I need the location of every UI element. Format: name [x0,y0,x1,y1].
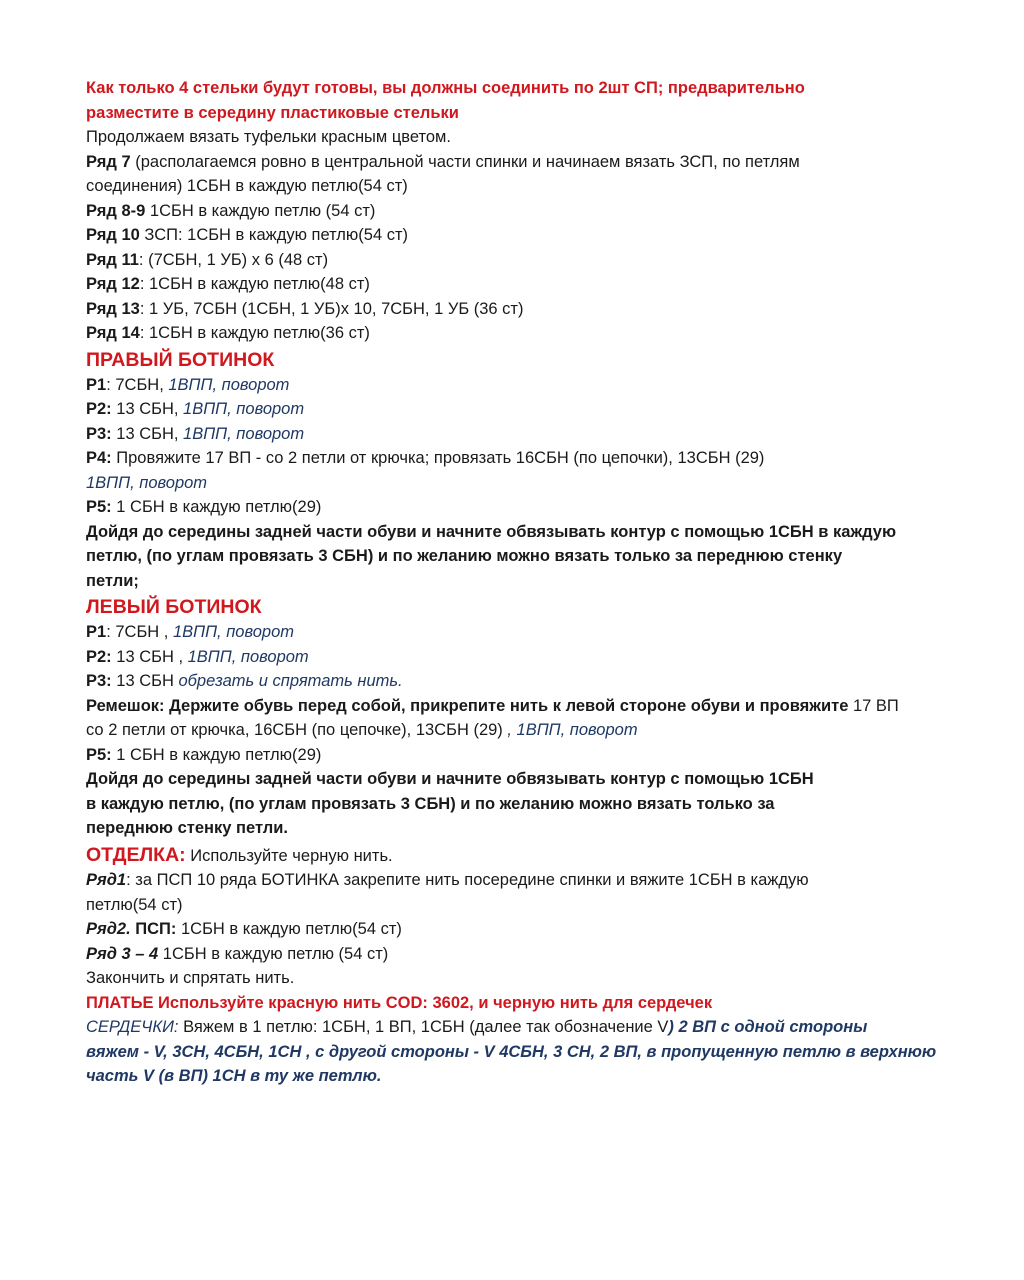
strap-tail: 17 ВП [848,696,899,715]
row-text: : 1СБН в каждую петлю(36 ст) [139,324,370,342]
right-boot-p5 [86,495,984,520]
row-label: Р3: [86,424,112,443]
row-text: 1 СБН в каждую петлю(29) [111,745,322,764]
row-note: 1ВПП, поворот [187,647,309,666]
left-boot-finish-1: Дойдя до середины задней части обуви и начните обвязывать контур с помощью 1СБН [86,770,814,788]
row-11 [86,248,984,273]
right-boot-finish-3: петли; [86,571,139,590]
left-boot-strap-2 [86,718,984,743]
right-boot-heading: ПРАВЫЙ БОТИНОК [86,348,275,371]
row-note: 1ВПП, поворот [183,424,305,443]
row-14 [86,321,984,346]
hearts-line-3: часть V (в ВП) 1СН в ту же петлю. [86,1067,382,1085]
row-label: Ряд 7 [86,152,131,171]
row-13 [86,297,984,322]
row-label: Ряд 13 [86,299,140,318]
intro-note-line2: разместите в середину пластиковые стельки [86,103,459,122]
left-boot-p2 [86,645,984,670]
row-note: обрезать и спрятать нить. [178,672,403,690]
finish-heading-text: Используйте черную нить. [185,846,393,865]
row-text: 1 СБН в каждую петлю(29) [111,498,322,516]
row-text: 1СБН в каждую петлю (54 ст) [158,944,389,963]
row-text: : 1СБН в каждую петлю(48 ст) [139,275,370,293]
row-text: : (7СБН, 1 УБ) х 6 (48 ст) [138,250,329,269]
row-text: ЗСП: 1СБН в каждую петлю(54 ст) [139,226,409,244]
finish-heading: ОТДЕЛКА: [86,843,186,866]
left-boot-p1 [86,620,984,645]
left-boot-p3 [86,669,984,694]
row-note: 1ВПП, поворот [183,400,305,418]
left-boot-strap [86,694,984,719]
row-text: (располагаемся ровно в центральной части спинки и начинаем вязать ЗСП, по петлям [130,152,800,171]
row-text: 13 СБН, [111,400,184,418]
row-text: 1СБН в каждую петлю(54 ст) [176,920,402,938]
finish-end: Закончить и спрятать нить. [86,969,295,987]
row-text: 13 СБН, [111,424,184,443]
row-label: Р2: [86,647,112,666]
hearts-label: СЕРДЕЧКИ: [86,1018,179,1036]
strap-text: со 2 петли от крючка, 16СБН (по цепочке), 13СБН (29) [86,721,508,739]
right-boot-p4-note: 1ВПП, поворот [86,473,208,492]
row-note: 1ВПП, поворот [172,623,294,641]
right-boot-p4 [86,446,984,471]
left-boot-p5 [86,743,984,768]
left-boot-finish-3: переднюю стенку петли. [86,819,289,837]
strap-bold: Ремешок: Держите обувь перед собой, прикрепите нить к левой стороне обуви и провяжите [86,696,849,715]
row-label: Р1 [86,375,107,394]
row-label: Р3: [86,672,112,690]
row-label: Ряд 12 [86,275,140,293]
strap-note: , 1ВПП, поворот [507,721,638,739]
row-note: 1ВПП, поворот [168,375,290,394]
row-8-9 [86,199,984,224]
finish-row-3-4 [86,942,984,967]
row-text: соединения) 1СБН в каждую петлю(54 ст) [86,177,408,195]
row-label: Р5: [86,498,112,516]
row-7 [86,150,984,175]
row-label: Ряд 3 – 4 [86,944,159,963]
row-text: : 7СБН , [106,623,173,641]
hearts-line-2: вяжем - V, 3СН, 4СБН, 1СН , с другой стороны - V 4СБН, 3 СН, 2 ВП, в пропущенную петлю в верхнюю [86,1042,937,1061]
row-label: Р1 [86,623,107,641]
row-bold: ПСП: [130,920,177,938]
right-boot-p2 [86,397,984,422]
left-boot-heading: ЛЕВЫЙ БОТИНОК [86,596,262,618]
hearts-line-1 [86,1015,984,1040]
row-label: Р5: [86,745,112,764]
row-label: Ряд 11 [86,250,139,269]
intro-continue: Продолжаем вязать туфельки красным цветом. [86,128,451,146]
right-boot-finish-1: Дойдя до середины задней части обуви и начните обвязывать контур с помощью 1СБН в каждую [86,522,897,541]
row-text: 1СБН в каждую петлю (54 ст) [145,201,376,220]
row-label: Ряд 10 [86,226,140,244]
row-text: 13 СБН , [111,647,188,666]
row-label: Ряд1 [86,871,127,889]
row-7-cont [86,174,984,199]
intro-note-line1: Как только 4 стельки будут готовы, вы должны соединить по 2шт СП; предварительно [86,79,805,97]
row-label: Р2: [86,400,112,418]
row-text: : 7СБН, [106,375,169,394]
row-text: Провяжите 17 ВП - со 2 петли от крючка; провязать 16СБН (по цепочки), 13СБН (29) [111,449,765,467]
row-10 [86,223,984,248]
row-12 [86,272,984,297]
right-boot-p1 [86,373,984,398]
hearts-text: Вяжем в 1 петлю: 1СБН, 1 ВП, 1СБН (далее так обозначение V [178,1018,669,1036]
left-boot-finish-2: в каждую петлю, (по углам провязать 3 СБН) и по желанию можно вязать только за [86,794,775,813]
right-boot-p3 [86,422,984,447]
row-label: Ряд 14 [86,324,140,342]
finish-row-1-cont: петлю(54 ст) [86,895,183,914]
row-label: Р4: [86,449,112,467]
finish-row-1 [86,868,984,893]
row-text: : за ПСП 10 ряда БОТИНКА закрепите нить посередине спинки и вяжите 1СБН в каждую [126,871,809,889]
finish-heading-line [86,843,984,869]
row-text: 13 СБН [111,672,179,690]
row-text: : 1 УБ, 7СБН (1СБН, 1 УБ)х 10, 7СБН, 1 УБ (36 ст) [139,299,524,318]
row-label: Ряд2. [86,920,131,938]
dress-line: ПЛАТЬЕ Используйте красную нить COD: 3602, и черную нить для сердечек [86,993,713,1012]
hearts-note: ) 2 ВП с одной стороны [668,1018,868,1036]
finish-row-2 [86,917,984,942]
right-boot-finish-2: петлю, (по углам провязать 3 СБН) и по желанию можно вязать только за переднюю стенку [86,547,843,565]
row-label: Ряд 8-9 [86,201,146,220]
